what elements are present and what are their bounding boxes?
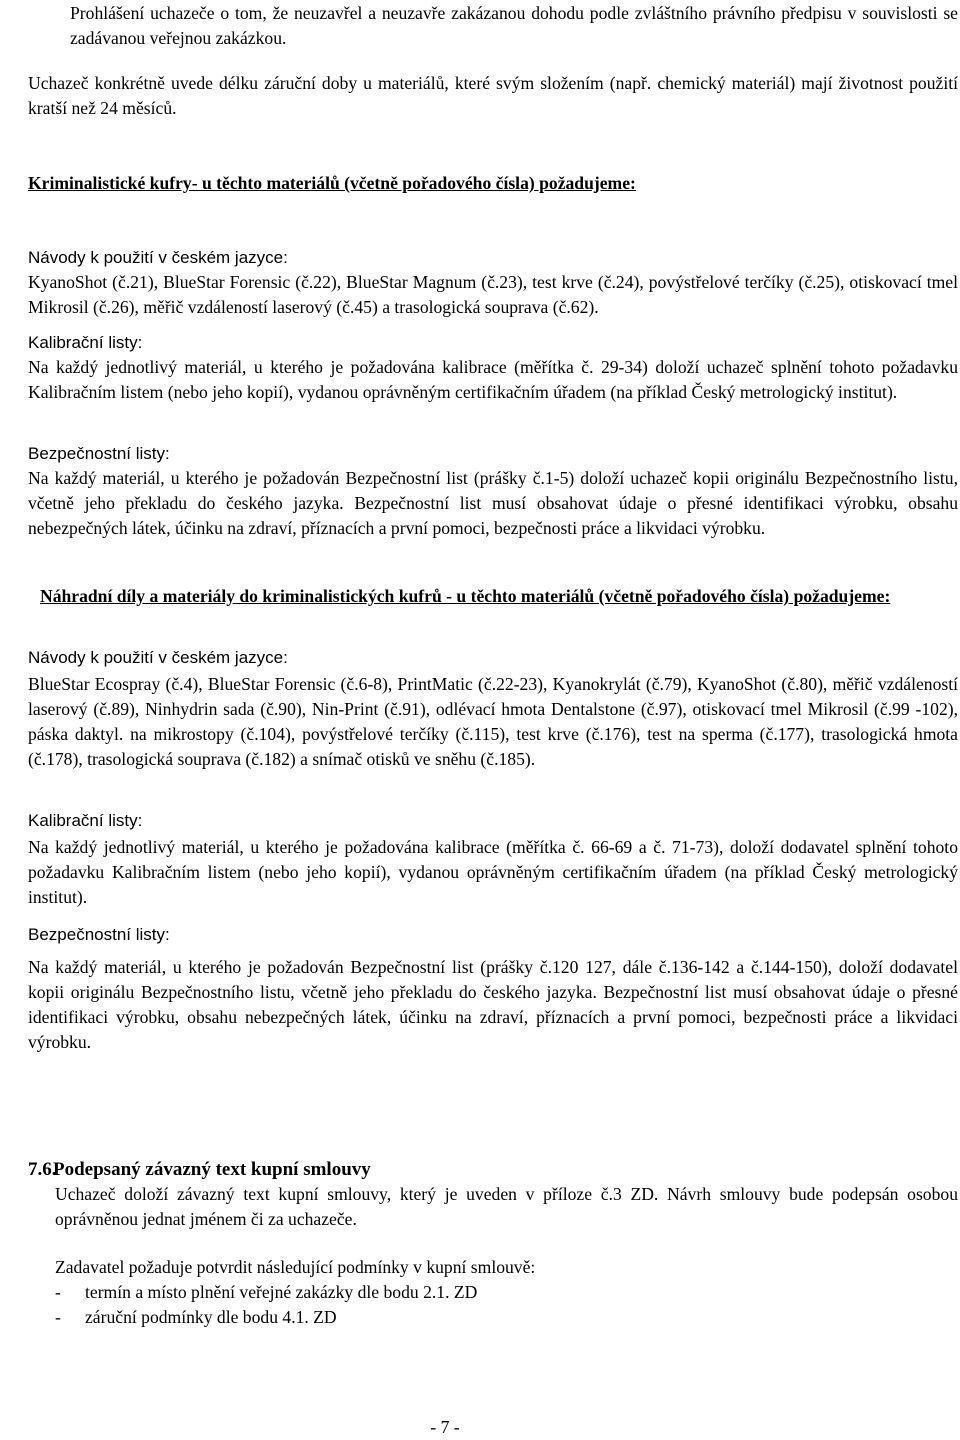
kufry-kalibracni-label: Kalibrační listy: — [28, 333, 143, 352]
list-dash: - — [55, 1307, 61, 1327]
nahradni-kalibracni-text: Na každý jednotlivý materiál, u kterého je požadována kalibrace (měřítka č. 66-69 a č. 71-73), doloží dodavatel splnění tohoto požadavku Kalibračním listem (nebo jeho kopií), vydanou oprávněným certifikačním úřadem (na příklad Český metrologický institut). — [28, 837, 958, 907]
nahradni-navody-text: BlueStar Ecospray (č.4), BlueStar Forensic (č.6-8), PrintMatic (č.22-23), Kyanokrylát (č.79), KyanoShot (č.80), měřič vzdáleností laserový (č.89), Ninhydrin sada (č.90), Nin-Print (č.91), odlévací hmota Dentalstone (č.97), otiskovací tmel Mikrosil (č.99 -102), páska daktyl. na mikrostopy (č.104), povýstřelové terčíky (č.115), test krve (č.176), test na sperma (č.177), trasologická hmota (č.178), trasologická souprava (č.182) a snímač otisků ve sněhu (č.185). — [28, 674, 958, 769]
section-paragraph-1: Uchazeč doloží závazný text kupní smlouvy, který je uveden v příloze č.3 ZD. Návrh smlouvy bude podepsán osobou oprávněnou jednat jménem či za uchazeče. — [55, 1184, 958, 1229]
section-paragraph-2: Zadavatel požaduje potvrdit následující podmínky v kupní smlouvě: — [55, 1257, 536, 1277]
nahradni-heading: Náhradní díly a materiály do kriminalistických kufrů - u těchto materiálů (včetně pořadového čísla) požadujeme: — [40, 586, 891, 606]
nahradni-bezpecnostni-text: Na každý materiál, u kterého je požadován Bezpečnostní list (prášky č.120 127, dále č.136-142 a č.144-150), doloží dodavatel kopii originálu Bezpečnostního listu, včetně jeho překladu do českého jazyka. Bezpečnostní list musí obsahovat údaje o přesné identifikaci výrobku, obsahu nebezpečných látek, účinku na zdraví, příznacích a první pomoci, bezpečnosti práce a likvidaci výrobku. — [28, 957, 958, 1052]
kufry-navody-text: KyanoShot (č.21), BlueStar Forensic (č.22), BlueStar Magnum (č.23), test krve (č.24), povýstřelové terčíky (č.25), otiskovací tmel Mikrosil (č.26), měřič vzdáleností laserový (č.45) a trasologická souprava (č.62). — [28, 272, 958, 317]
section-title: Podepsaný závazný text kupní smlouvy — [53, 1159, 371, 1180]
list-dash: - — [55, 1282, 61, 1302]
list-item — [55, 1305, 958, 1330]
conditions-list — [55, 1280, 958, 1330]
section-heading — [28, 1157, 958, 1182]
nahradni-navody-label: Návody k použití v českém jazyce: — [28, 648, 288, 667]
nahradni-bezpecnostni-label: Bezpečnostní listy: — [28, 925, 170, 944]
nahradni-kalibracni-label: Kalibrační listy: — [28, 811, 143, 830]
page-number: - 7 - — [430, 1417, 460, 1437]
list-item — [55, 1280, 958, 1305]
list-item-text: záruční podmínky dle bodu 4.1. ZD — [85, 1307, 337, 1327]
section-number: 7.6. — [28, 1159, 57, 1180]
kufry-navody-label: Návody k použití v českém jazyce: — [28, 248, 288, 267]
kufry-bezpecnostni-label: Bezpečnostní listy: — [28, 444, 170, 463]
intro-paragraph-2: Uchazeč konkrétně uvede délku záruční doby u materiálů, které svým složením (např. chemický materiál) mají životnost použití kratší než 24 měsíců. — [28, 73, 958, 118]
list-item-text: termín a místo plnění veřejné zakázky dle bodu 2.1. ZD — [85, 1282, 478, 1302]
kufry-heading: Kriminalistické kufry- u těchto materiálů (včetně pořadového čísla) požadujeme: — [28, 173, 636, 193]
intro-paragraph-1: Prohlášení uchazeče o tom, že neuzavřel a neuzavře zakázanou dohodu podle zvláštního právního předpisu v souvislosti se zadávanou veřejnou zakázkou. — [70, 3, 958, 48]
kufry-kalibracni-text: Na každý jednotlivý materiál, u kterého je požadována kalibrace (měřítka č. 29-34) doloží uchazeč splnění tohoto požadavku Kalibračním listem (nebo jeho kopií), vydanou oprávněným certifikačním úřadem (na příklad Český metrologický institut). — [28, 357, 958, 402]
kufry-bezpecnostni-text: Na každý materiál, u kterého je požadován Bezpečnostní list (prášky č.1-5) doloží uchazeč kopii originálu Bezpečnostního listu, včetně jeho překladu do českého jazyka. Bezpečnostní list musí obsahovat údaje o přesné identifikaci výrobku, obsahu nebezpečných látek, účinku na zdraví, příznacích a první pomoci, bezpečnosti práce a likvidaci výrobku. — [28, 468, 958, 538]
